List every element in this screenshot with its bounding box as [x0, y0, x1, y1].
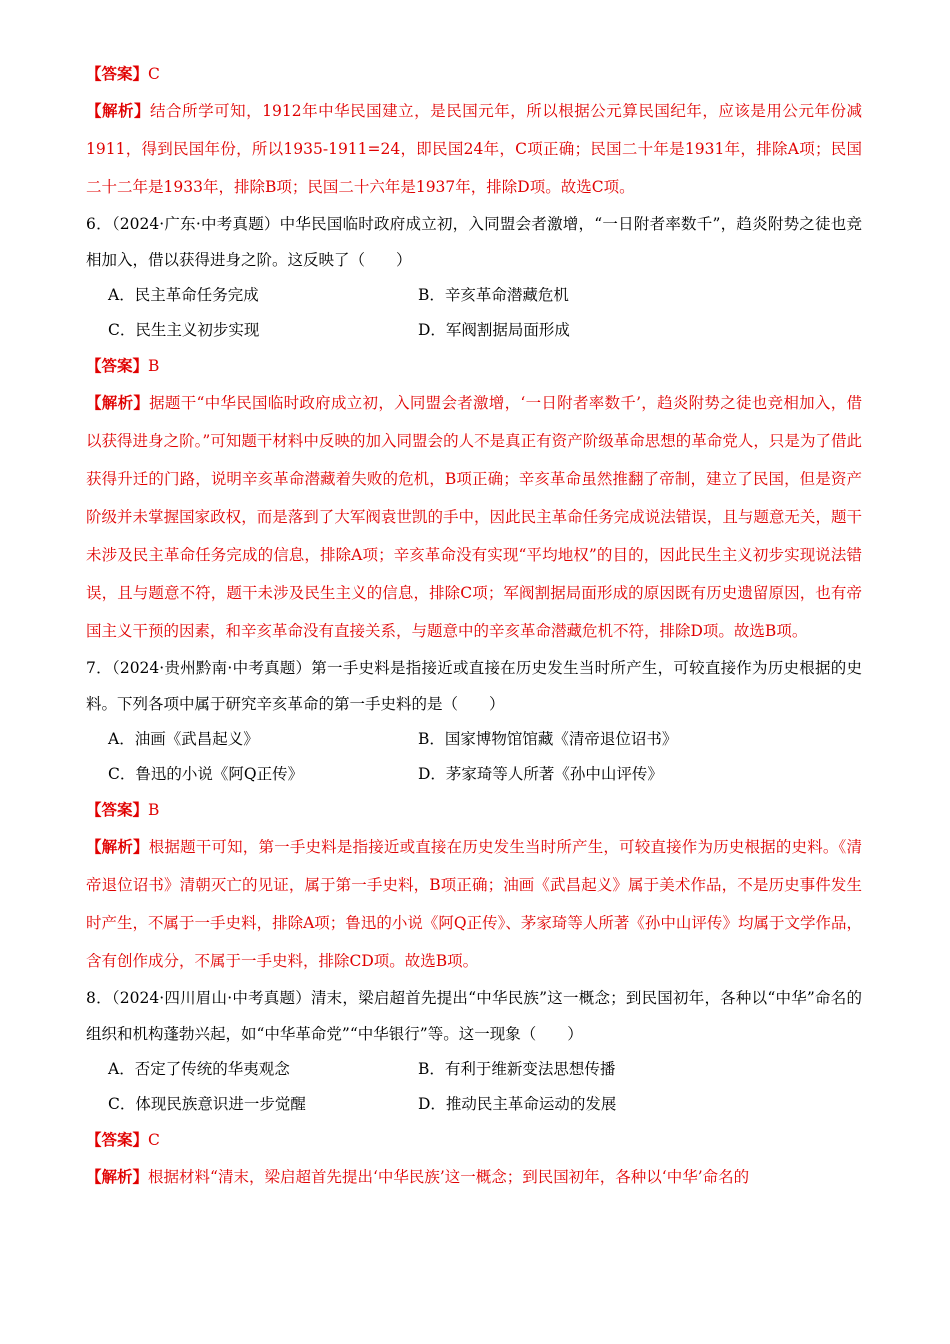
option-a: A．油画《武昌起义》	[108, 730, 259, 748]
answer-line	[86, 792, 862, 828]
question-stem: 6．（2024·广东·中考真题）中华民国临时政府成立初，入同盟会者激增，“一日附者率数千”，趋炎附势之徒也竞相加入，借以获得进身之阶。这反映了（ ）	[86, 215, 862, 269]
analysis-paragraph	[86, 1158, 862, 1196]
analysis-text: 据题干“中华民国临时政府成立初，入同盟会者激增，‘一日附者率数千’，趋炎附势之徒也竞相加入，借以获得进身之阶。”可知题干材料中反映的加入同盟会的人不是真正有资产阶级革命思想的革命党人，只是为了借此获得升迁的门路，说明辛亥革命潜藏着失败的危机，B项正确；辛亥革命虽然推翻了帝制，建立了民国，但是资产阶级并未掌握国家政权，而是落到了大军阀袁世凯的手中，因此民主革命任务完成说法错误，且与题意无关，题干未涉及民主革命任务完成的信息，排除A项；辛亥革命没有实现“平均地权”的目的，因此民生主义初步实现说法错误，且与题意不符，题干未涉及民生主义的信息，排除C项；军阀割据局面形成的原因既有历史遗留原因，也有帝国主义干预的因素，和辛亥革命没有直接关系，与题意中的辛亥革命潜藏危机不符，排除D项。故选B项。	[86, 394, 862, 640]
option-d: D．军阀割据局面形成	[418, 321, 570, 339]
option-b: B．辛亥革命潜藏危机	[418, 286, 569, 304]
analysis-paragraph	[86, 92, 862, 206]
option-c: C．鲁迅的小说《阿Q正传》	[108, 765, 304, 783]
option-a: A．否定了传统的华夷观念	[108, 1060, 290, 1078]
analysis-paragraph	[86, 828, 862, 980]
answer-line	[86, 56, 862, 92]
answer-value: B	[148, 801, 160, 819]
option-d: D．茅家琦等人所著《孙中山评传》	[418, 765, 663, 783]
option-c: C．民生主义初步实现	[108, 321, 260, 339]
question-options	[86, 1052, 862, 1122]
question-options	[86, 278, 862, 348]
answer-label: 【答案】	[86, 1130, 149, 1149]
answer-line	[86, 1122, 862, 1158]
analysis-paragraph	[86, 384, 862, 650]
answer-label: 【答案】	[86, 64, 149, 83]
option-c: C．体现民族意识进一步觉醒	[108, 1095, 306, 1113]
option-b: B．有利于维新变法思想传播	[418, 1060, 616, 1078]
answer-value: C	[148, 65, 160, 83]
analysis-label: 【解析】	[86, 393, 150, 412]
answer-label: 【答案】	[86, 356, 149, 375]
question-options	[86, 722, 862, 792]
answer-line	[86, 348, 862, 384]
analysis-label: 【解析】	[86, 1167, 149, 1186]
question-stem: 8．（2024·四川眉山·中考真题）清末，梁启超首先提出“中华民族”这一概念；到民国初年，各种以“中华”命名的组织和机构蓬勃兴起，如“中华革命党”“中华银行”等。这一现象（ ）	[86, 989, 862, 1043]
option-a: A．民主革命任务完成	[108, 286, 259, 304]
question-stem: 7．（2024·贵州黔南·中考真题）第一手史料是指接近或直接在历史发生当时所产生，可较直接作为历史根据的史料。下列各项中属于研究辛亥革命的第一手史料的是（ ）	[86, 659, 862, 713]
analysis-text: 根据题干可知，第一手史料是指接近或直接在历史发生当时所产生，可较直接作为历史根据的史料。《清帝退位诏书》清朝灭亡的见证，属于第一手史料，B项正确；油画《武昌起义》属于美术作品，不是历史事件发生时产生，不属于一手史料，排除A项；鲁迅的小说《阿Q正传》、茅家琦等人所著《孙中山评传》均属于文学作品，含有创作成分，不属于一手史料，排除CD项。故选B项。	[86, 838, 862, 970]
analysis-label: 【解析】	[86, 837, 149, 856]
option-d: D．推动民主革命运动的发展	[418, 1095, 617, 1113]
option-b: B．国家博物馆馆藏《清帝退位诏书》	[418, 730, 678, 748]
analysis-text: 根据材料“清末，梁启超首先提出‘中华民族’这一概念；到民国初年，各种以‘中华’命名的	[148, 1168, 750, 1186]
answer-value: C	[148, 1131, 160, 1149]
document-page	[86, 56, 862, 1196]
analysis-label: 【解析】	[86, 101, 151, 120]
answer-value: B	[148, 357, 160, 375]
answer-label: 【答案】	[86, 800, 149, 819]
analysis-text: 结合所学可知，1912年中华民国建立，是民国元年，所以根据公元算民国纪年，应该是用公元年份减1911，得到民国年份，所以1935-1911=24，即民国24年，C项正确；民国二十年是1931年，排除A项；民国二十二年是1933年，排除B项；民国二十六年是1937年，排除D项。故选C项。	[86, 102, 862, 196]
